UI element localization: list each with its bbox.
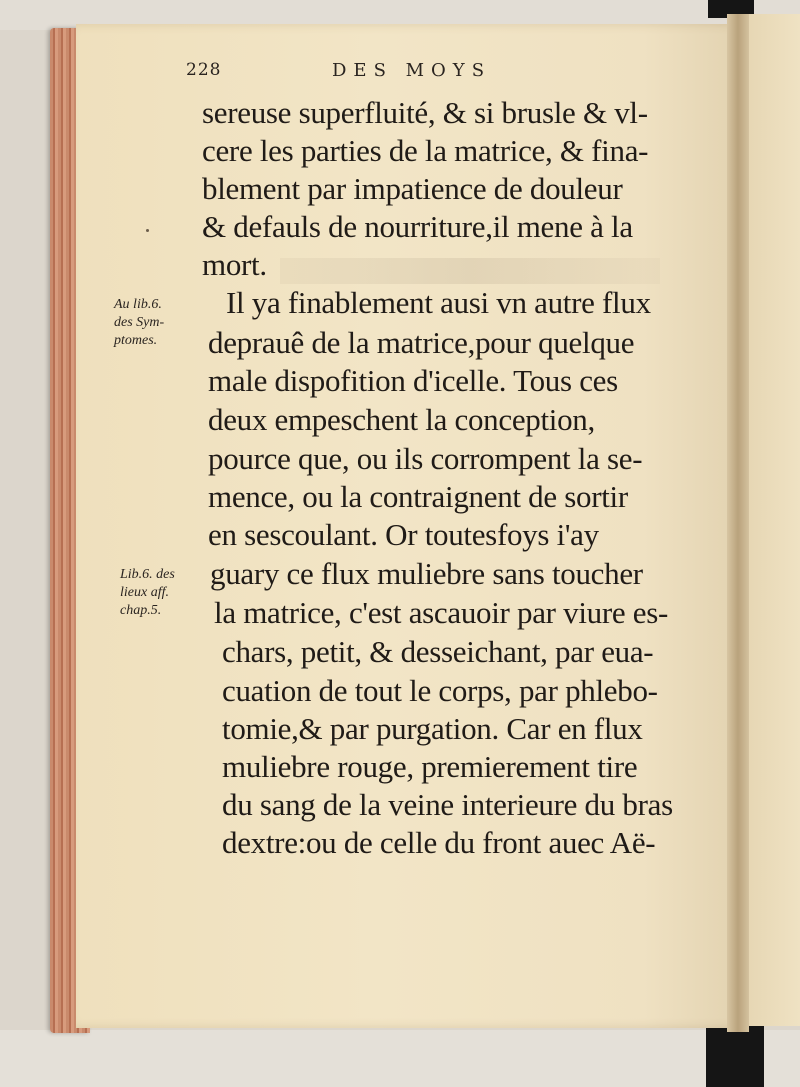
text-line: deux empeschent la conception, bbox=[208, 402, 595, 437]
margin-note-line: ptomes. bbox=[114, 333, 158, 348]
ink-speck bbox=[146, 229, 149, 232]
text-line: pource que, ou ils corrompent la se- bbox=[208, 441, 643, 476]
book-gutter bbox=[727, 14, 749, 1032]
text-line: & defauls de nourriture,il mene à la bbox=[202, 209, 633, 244]
facing-page bbox=[746, 14, 800, 1026]
running-head bbox=[186, 60, 656, 84]
text-line: chars, petit, & desseichant, par eua- bbox=[222, 634, 654, 669]
text-line: cere les parties de la matrice, & fina- bbox=[202, 133, 649, 168]
text-line: tomie,& par purgation. Car en flux bbox=[222, 711, 643, 746]
running-title: DES MOYS bbox=[332, 60, 492, 81]
margin-note-line: des Sym- bbox=[114, 315, 165, 330]
text-line: guary ce flux muliebre sans toucher bbox=[210, 556, 643, 591]
background-bottom bbox=[0, 1030, 800, 1087]
margin-note-line: Lib.6. des bbox=[120, 567, 175, 582]
margin-note bbox=[114, 296, 209, 350]
text-line: en sescoulant. Or toutesfoys i'ay bbox=[208, 517, 599, 552]
text-line: blement par impatience de douleur bbox=[202, 171, 623, 206]
text-line: mence, ou la contraignent de sortir bbox=[208, 479, 628, 514]
text-line: mort. bbox=[202, 247, 267, 282]
text-line: la matrice, c'est ascauoir par viure es- bbox=[214, 595, 669, 630]
text-line: deprauê de la matrice,pour quelque bbox=[208, 325, 635, 360]
margin-note-line: Au lib.6. bbox=[114, 297, 162, 312]
text-line: dextre:ou de celle du front auec Aë- bbox=[222, 825, 656, 860]
text-line: du sang de la veine interieure du bras bbox=[222, 787, 673, 822]
text-line: sereuse superfluité, & si brusle & vl- bbox=[202, 95, 648, 130]
text-line: Il ya finablement ausi vn autre flux bbox=[226, 285, 651, 320]
text-line: male dispofition d'icelle. Tous ces bbox=[208, 363, 618, 398]
text-line: muliebre rouge, premierement tire bbox=[222, 749, 638, 784]
page-number: 228 bbox=[186, 60, 222, 80]
text-line: cuation de tout le corps, par phlebo- bbox=[222, 673, 658, 708]
margin-note bbox=[120, 566, 215, 620]
margin-note-line: lieux aff. bbox=[120, 585, 169, 600]
margin-note-line: chap.5. bbox=[120, 603, 162, 618]
